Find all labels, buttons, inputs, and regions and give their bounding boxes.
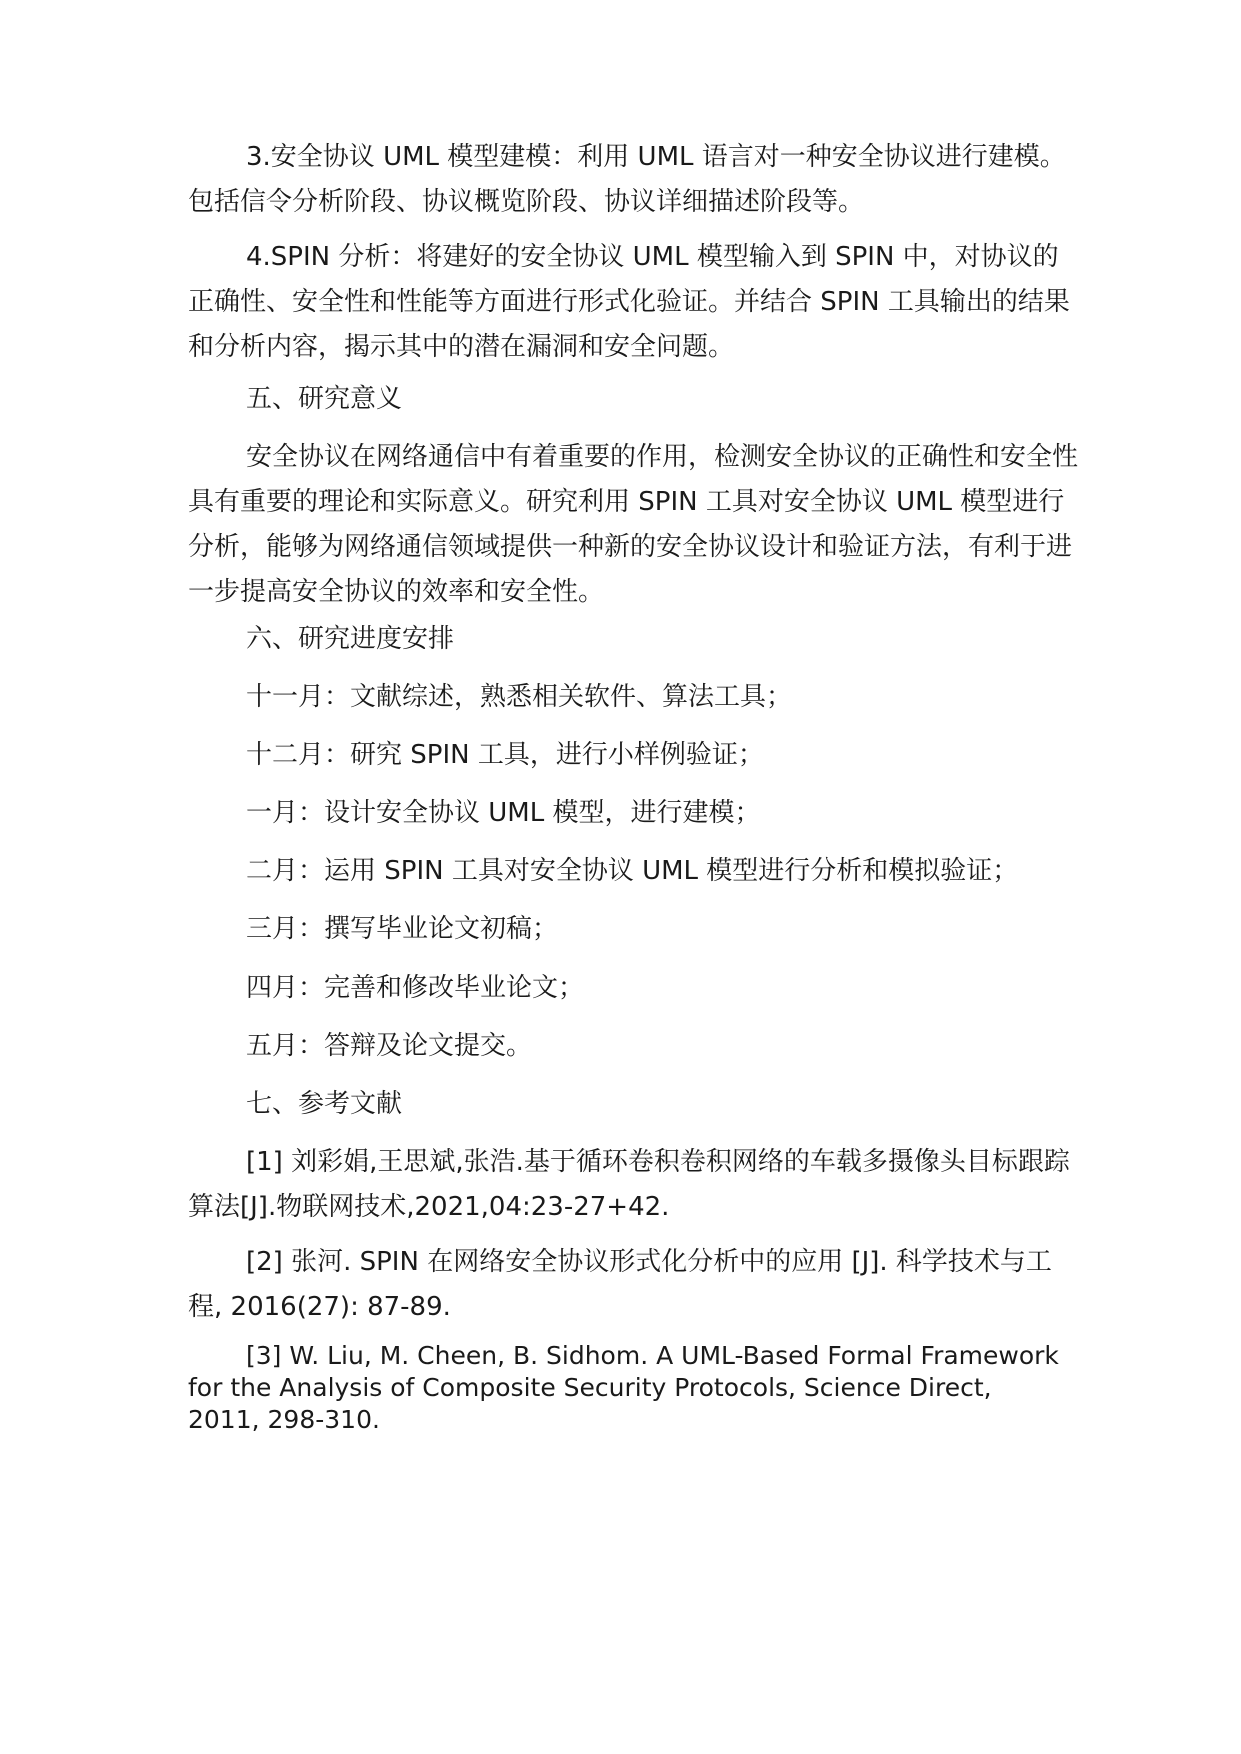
schedule-april: 四月：完善和修改毕业论文； [246,973,585,1003]
schedule-december: 十二月：研究 SPIN 工具，进行小样例验证； [246,740,764,770]
section-heading-significance: 五、研究意义 [246,384,403,414]
schedule-february: 二月：运用 SPIN 工具对安全协议 UML 模型进行分析和模拟验证； [246,856,1019,886]
method-step-3: 3.安全协议 UML 模型建模：利用 UML 语言对一种安全协议进行建模。包括信令分析阶段、协议概览阶段、协议详细描述阶段等。 [188,142,1066,217]
schedule-march: 三月：撰写毕业论文初稿； [246,914,559,944]
schedule-november: 十一月：文献综述，熟悉相关软件、算法工具； [246,682,793,712]
section-heading-references: 七、参考文献 [246,1089,403,1119]
schedule-may: 五月：答辩及论文提交。 [246,1031,533,1061]
significance-paragraph: 安全协议在网络通信中有着重要的作用，检测安全协议的正确性和安全性具有重要的理论和实际意义。研究利用 SPIN 工具对安全协议 UML 模型进行分析，能够为网络通信领域提供一种新的安全协议设计和验证方法，有利于进一步提高安全协议的效率和安全性。 [188,442,1079,607]
reference-3: [3] W. Liu, M. Cheen, B. Sidhom. A UML-Based Formal Framework for the Analysis of Composite Security Protocols, Science Direct, 2011, 298-310. [188,1341,1059,1434]
section-heading-schedule: 六、研究进度安排 [246,624,455,654]
reference-2: [2] 张河. SPIN 在网络安全协议形式化分析中的应用 [J]. 科学技术与工程, 2016(27): 87-89. [188,1247,1052,1322]
method-step-4: 4.SPIN 分析：将建好的安全协议 UML 模型输入到 SPIN 中，对协议的正确性、安全性和性能等方面进行形式化验证。并结合 SPIN 工具输出的结果和分析内容，揭示其中的潜在漏洞和安全问题。 [188,242,1070,362]
reference-1: [1] 刘彩娟,王思斌,张浩.基于循环卷积卷积网络的车载多摄像头目标跟踪算法[J].物联网技术,2021,04:23-27+42. [188,1147,1070,1222]
schedule-january: 一月：设计安全协议 UML 模型，进行建模； [246,798,761,828]
